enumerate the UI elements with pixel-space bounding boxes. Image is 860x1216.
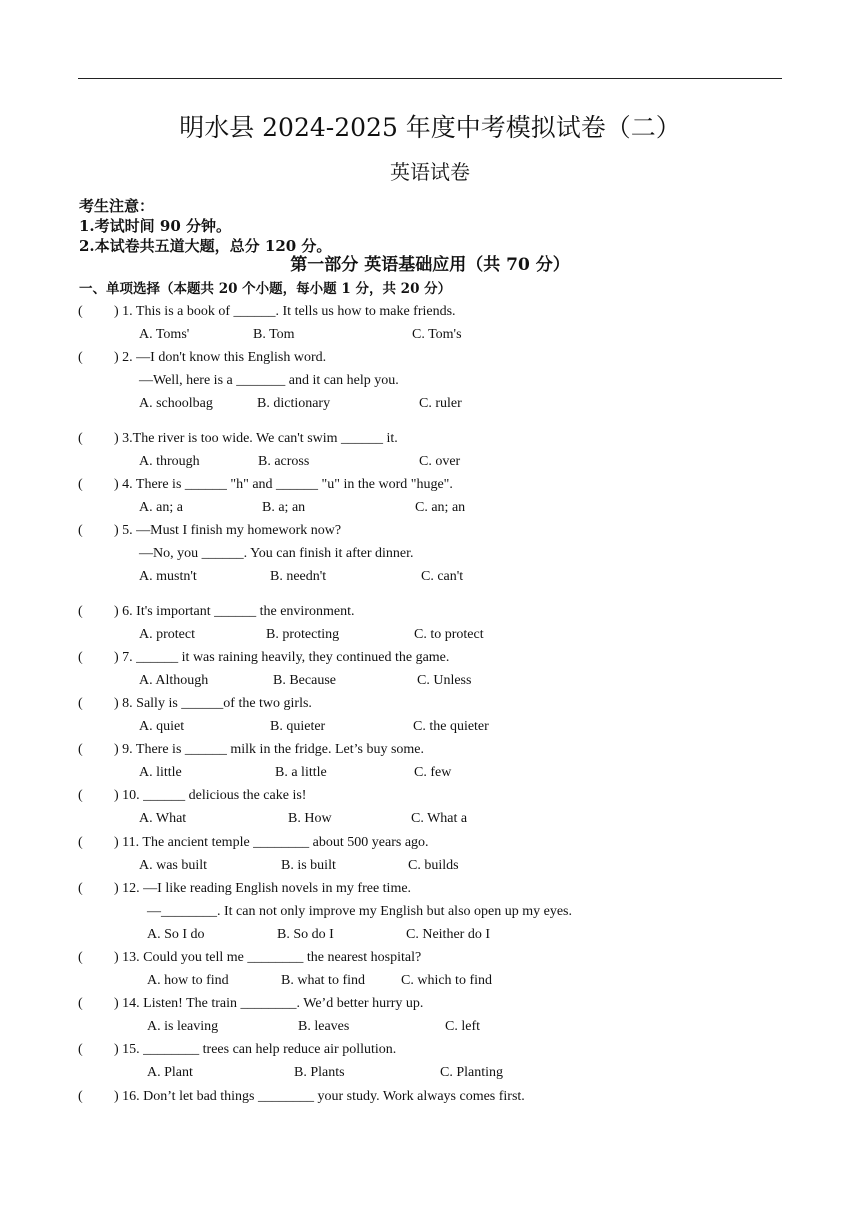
question-5: ( ) 5. —Must I finish my homework now? —No, you ______. You can finish it after dinner. A. mustn't B. needn't C. can't	[0, 521, 860, 544]
question-stem: ) 12. —I like reading English novels in my free time.	[114, 881, 412, 896]
option-a[interactable]: A. What	[139, 811, 187, 826]
option-c[interactable]: C. which to find	[401, 973, 492, 988]
option-c[interactable]: C. Tom's	[412, 327, 462, 342]
exam-title: 明水县 2024-2025 年度中考模拟试卷（二）	[179, 113, 681, 142]
option-a[interactable]: A. an; a	[139, 500, 183, 515]
question-stem: ) 11. The ancient temple ________ about 500 years ago.	[114, 835, 429, 850]
question-stem: ) 8. Sally is ______of the two girls.	[114, 696, 312, 711]
question-stem: ) 13. Could you tell me ________ the nearest hospital?	[114, 950, 422, 965]
question-6: ( ) 6. It's important ______ the environment. A. protect B. protecting C. to protect	[0, 602, 860, 625]
option-b[interactable]: B. a; an	[262, 500, 306, 515]
option-a[interactable]: A. was built	[139, 858, 208, 873]
question-15: ( ) 15. ________ trees can help reduce air pollution. A. Plant B. Plants C. Planting	[0, 1040, 860, 1063]
candidate-notice	[79, 196, 331, 256]
option-a[interactable]: A. quiet	[139, 719, 185, 734]
option-b[interactable]: B. quieter	[270, 719, 326, 734]
question-stem: ) 3.The river is too wide. We can't swim ______ it.	[114, 431, 398, 446]
option-b[interactable]: B. protecting	[266, 627, 340, 642]
question-13: ( ) 13. Could you tell me ________ the nearest hospital? A. how to find B. what to find C. which to find	[0, 948, 860, 971]
question-stem: ) 2. —I don't know this English word.	[114, 350, 327, 365]
option-b[interactable]: B. Because	[273, 673, 336, 688]
notice-item: 1.考试时间 90 分钟。	[79, 217, 231, 235]
notice-heading: 考生注意：	[79, 197, 155, 215]
option-c[interactable]: C. What a	[411, 811, 468, 826]
question-10: ( ) 10. ______ delicious the cake is! A. What B. How C. What a	[0, 786, 860, 809]
question-7: ( ) 7. ______ it was raining heavily, they continued the game. A. Although B. Because C. Unless	[0, 648, 860, 671]
option-a[interactable]: A. protect	[139, 627, 195, 642]
question-stem: ) 16. Don’t let bad things ________ your study. Work always comes first.	[114, 1089, 525, 1104]
option-b[interactable]: B. across	[258, 454, 310, 469]
question-16: ( ) 16. Don’t let bad things ________ your study. Work always comes first.	[0, 1087, 860, 1110]
option-c[interactable]: C. the quieter	[413, 719, 489, 734]
option-b[interactable]: B. leaves	[298, 1019, 350, 1034]
question-stem: ) 10. ______ delicious the cake is!	[114, 788, 307, 803]
question-12: ( ) 12. —I like reading English novels in my free time. —________. It can not only improve my English but also open up my eyes. A. So I do B. So do I C. Neither do I	[0, 879, 860, 902]
notice-item: 2.本试卷共五道大题，总分 120 分。	[79, 237, 332, 255]
option-b[interactable]: B. needn't	[270, 569, 327, 584]
option-b[interactable]: B. Tom	[253, 327, 295, 342]
header-rule	[78, 78, 782, 79]
question-stem: ) 4. There is ______ "h" and ______ "u" in the word "huge".	[114, 477, 453, 492]
option-c[interactable]: C. over	[419, 454, 461, 469]
option-b[interactable]: B. a little	[275, 765, 327, 780]
question-stem: ) 14. Listen! The train ________. We’d better hurry up.	[114, 996, 424, 1011]
question-2: ( ) 2. —I don't know this English word. —Well, here is a _______ and it can help you. A. schoolbag B. dictionary C. ruler	[0, 348, 860, 371]
question-stem: ) 9. There is ______ milk in the fridge. Let’s buy some.	[114, 742, 425, 757]
option-b[interactable]: B. what to find	[281, 973, 365, 988]
question-dialogue-line: —No, you ______. You can finish it after dinner.	[139, 546, 414, 561]
exam-subtitle: 英语试卷	[390, 160, 470, 184]
option-a[interactable]: A. through	[139, 454, 200, 469]
option-b[interactable]: B. is built	[281, 858, 336, 873]
question-11: ( ) 11. The ancient temple ________ about 500 years ago. A. was built B. is built C. builds	[0, 833, 860, 856]
part-title: 第一部分 英语基础应用（共 70 分）	[290, 255, 570, 275]
option-c[interactable]: C. Neither do I	[406, 927, 490, 942]
option-b[interactable]: B. dictionary	[257, 396, 331, 411]
question-9: ( ) 9. There is ______ milk in the fridge. Let’s buy some. A. little B. a little C. few	[0, 740, 860, 763]
option-c[interactable]: C. left	[445, 1019, 480, 1034]
option-c[interactable]: C. Planting	[440, 1065, 504, 1080]
option-c[interactable]: C. builds	[408, 858, 459, 873]
option-a[interactable]: A. is leaving	[147, 1019, 219, 1034]
question-stem: ) 15. ________ trees can help reduce air pollution.	[114, 1042, 397, 1057]
option-a[interactable]: A. how to find	[147, 973, 229, 988]
option-b[interactable]: B. So do I	[277, 927, 334, 942]
option-c[interactable]: C. can't	[421, 569, 464, 584]
question-3: ( ) 3.The river is too wide. We can't swim ______ it. A. through B. across C. over	[0, 429, 860, 452]
option-a[interactable]: A. Plant	[147, 1065, 193, 1080]
option-c[interactable]: C. to protect	[414, 627, 484, 642]
option-b[interactable]: B. How	[288, 811, 332, 826]
option-a[interactable]: A. Although	[139, 673, 209, 688]
section-title: 一、单项选择（本题共 20 个小题，每小题 1 分，共 20 分）	[79, 281, 452, 297]
question-4: ( ) 4. There is ______ "h" and ______ "u" in the word "huge". A. an; a B. a; an C. an; an	[0, 475, 860, 498]
option-a[interactable]: A. mustn't	[139, 569, 197, 584]
question-stem: ) 1. This is a book of ______. It tells us how to make friends.	[114, 304, 456, 319]
question-dialogue-line: —________. It can not only improve my English but also open up my eyes.	[147, 904, 573, 919]
option-b[interactable]: B. Plants	[294, 1065, 345, 1080]
option-a[interactable]: A. little	[139, 765, 182, 780]
option-c[interactable]: C. ruler	[419, 396, 462, 411]
question-8: ( ) 8. Sally is ______of the two girls. A. quiet B. quieter C. the quieter	[0, 694, 860, 717]
option-c[interactable]: C. Unless	[417, 673, 472, 688]
option-c[interactable]: C. few	[414, 765, 452, 780]
option-a[interactable]: A. So I do	[147, 927, 205, 942]
question-1: ( ) 1. This is a book of ______. It tells us how to make friends. A. Toms' B. Tom C. Tom's	[0, 302, 860, 325]
option-a[interactable]: A. schoolbag	[139, 396, 213, 411]
question-stem: ) 6. It's important ______ the environment.	[114, 604, 355, 619]
option-a[interactable]: A. Toms'	[139, 327, 190, 342]
question-dialogue-line: —Well, here is a _______ and it can help you.	[139, 373, 399, 388]
option-c[interactable]: C. an; an	[415, 500, 466, 515]
question-stem: ) 7. ______ it was raining heavily, they continued the game.	[114, 650, 450, 665]
question-14: ( ) 14. Listen! The train ________. We’d better hurry up. A. is leaving B. leaves C. left	[0, 994, 860, 1017]
question-stem: ) 5. —Must I finish my homework now?	[114, 523, 342, 538]
